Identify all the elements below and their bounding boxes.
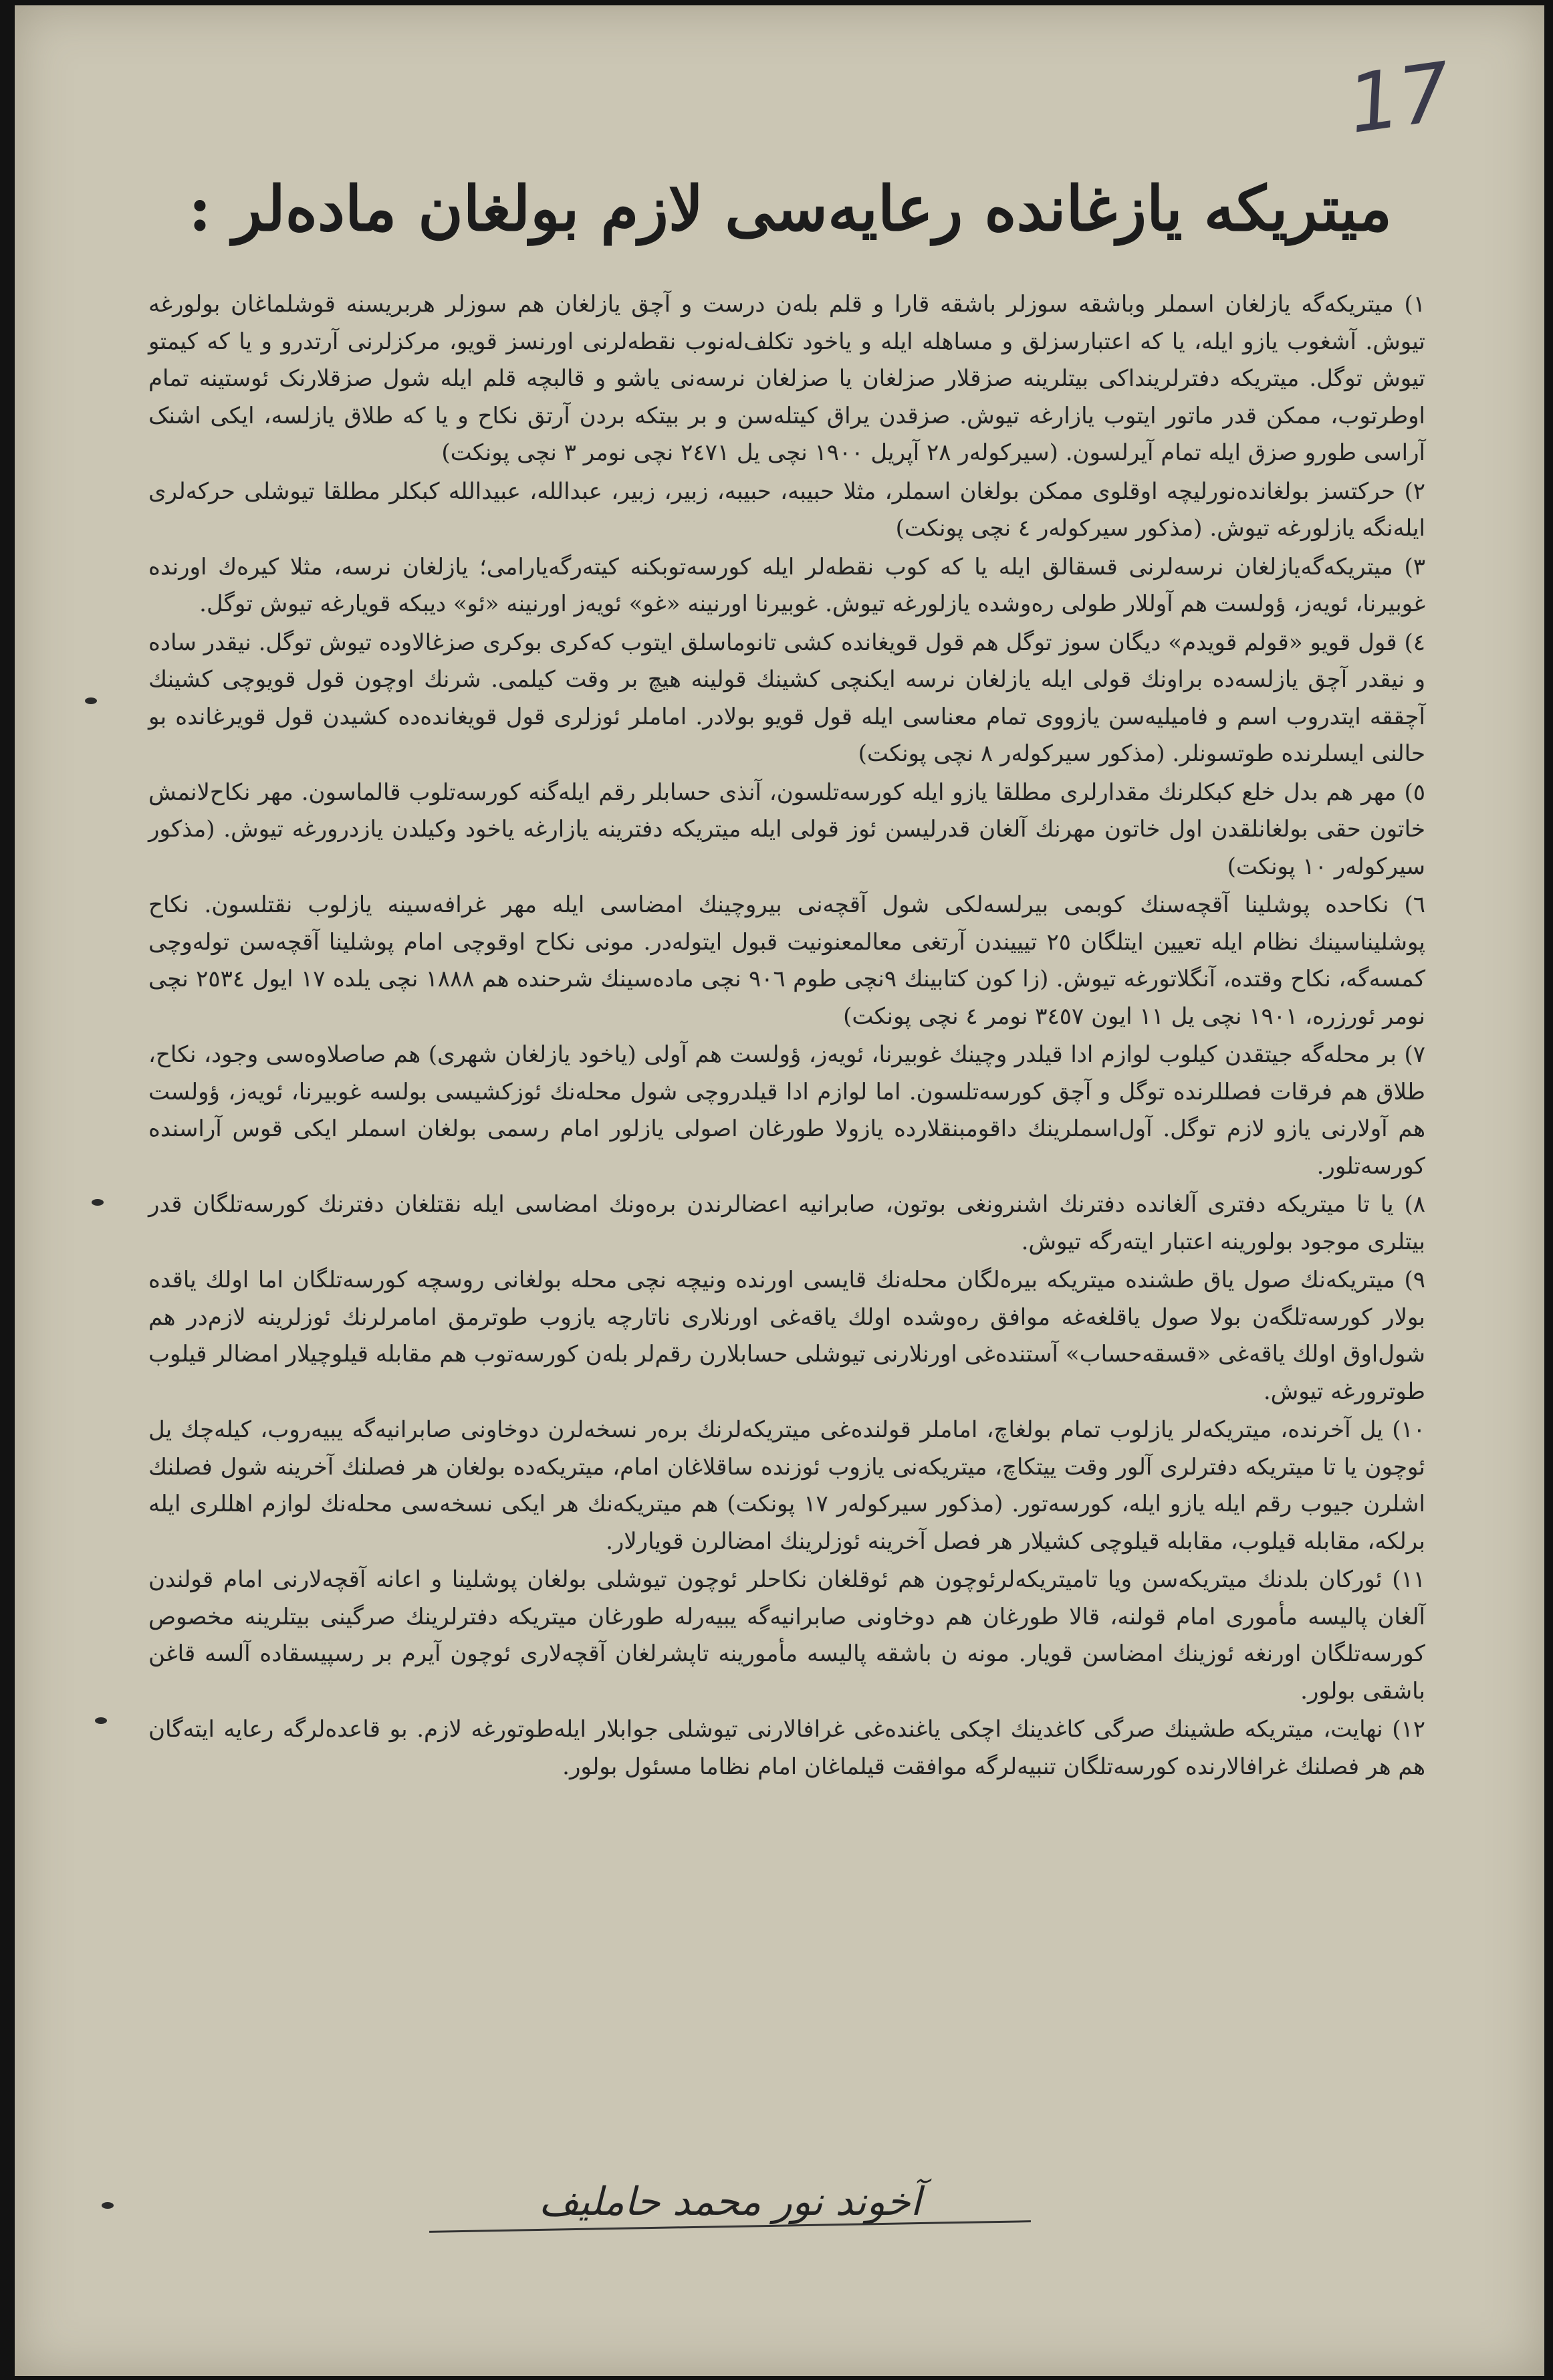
paragraph-10: ١٠) یل آخرنده، میتریکه‌لر یازلوب تمام بولغاچ، اماملر قولنده‌غی میتریکه‌لرنك برەر نسخه‌لرن دوخاونی صابرانیه‌گه یبیه‌روب، کیله‌چك یل ئوچون یا تا میتریکه دفترلری آلور وقت ییتکاچ، میتریکه‌نی یازوب ئوزنده ساقلاغان امام، میتریکه‌ده بولغان هر فصلنك آخرینه شول فصلنك اشلرن جیوب رقم ایله یازو ایله، کورسه‌تور. (مذکور سیرکولەر ١٧ پونکت) هم میتریکه‌نك هر ایکی نسخه‌سی محله‌نك لوازم اهللری ایله برلکه، مقابله قیلوب، مقابله قیلوچی کشیلار هر فصل آخرینه ئوزلرینك امضالرن قویارلار. — [148, 1416, 1425, 1555]
binding-hole — [102, 2202, 114, 2209]
paragraph-7: ٧) بر محله‌گه جیتقدن کیلوب لوازم ادا قیلدر وچینك غوبیرنا، ئویەز، ؤولست هم آولی (یاخود یازلغان شهری) هم صاصلاوه‌سی وجود، نکاح، طلاق هم فرقات فصللرنده توگل و آچق کورسه‌تلسون. اما لوازم ادا قیلدروچی شول محله‌نك ئوزکشیسی بولسه غوبیرنا، ئویەز، ؤولست هم آولارنی یازو لازم توگل. آول‌اسملرینك داقومبنقلارده یازولا طورغان اصولی یازلور امام رسمی بولغان اسملر ایکی قوس آراسنده کورسه‌تلور. — [148, 1041, 1425, 1180]
binding-hole — [92, 1199, 104, 1206]
paragraph-2: ٢) حرکتسز بولغانده‌نورلیچه اوقلوی ممکن بولغان اسملر، مثلا حبیبه، حبیبه، زبیر، زبیر، عبدالله، عبیدالله کبکلر مطلقا تیوشلی حرکه‌لری ایله‌نگه یازلورغه تیوش. (مذکور سیرکولەر ٤ نچی پونکت) — [148, 477, 1425, 542]
paragraph-9: ٩) میتریکه‌نك صول یاق طشنده میتریکه بیره‌لگان محله‌نك قایسی اورنده ونیچه نچی محله بولغانی روسچه کورسه‌تلگان اما اولك یاقده بولار کورسه‌تلگه‌ن بولا صول یاقلغه‌غه موافق رەوشده اولك یاقه‌غی اورنلاری ناتارچه یازوب طوترمق امامرلرنك ئوزلرینه لازم‌در هم شول‌اوق اولك یاقه‌غی «قسقه‌حساب» آستنده‌غی اورنلارنی تیوشلی حسابلارن رقم‌لر بلەن کورسه‌توب هم مقابله قیلوچیلار امضالر قیلوب طوترورغه تیوش. — [148, 1267, 1425, 1405]
signature: آخوند نور محمد حاملیف — [539, 2179, 921, 2224]
paragraph-1: ١) میتریکه‌گه یازلغان اسملر وباشقه سوزلر باشقه قارا و قلم بلەن درست و آچق یازلغان هم سوزلر هربریسنه قوشلماغان بولورغه تیوش. آشغوب یازو ایله، یا که اعتبارسزلق و مساهله ایله و یاخود تکلف‌لەنوب نقطه‌لرنی اورنسز قویو، مرکزلرنی آرتدرو و یا که کیمتو تیوش توگل. میتریکه دفترلرینداکی بیتلرینه صزقلار صزلغان یا صزلغان نرسه‌نی یاشو و قالبچه قلم ایله شول صزقلارنک ئوستینه تمام اوطرتوب، ممکن قدر ماتور ایتوب یازارغه تیوش. صزقدن یراق کیتله‌سن و بر بیتکه بردن آرتق نکاح و یا که طلاق یازلسه، ایکی اشنک آراسی طورو صزق ایله تمام آیرلسون. (سیرکولەر ٢٨ آپریل ١٩٠٠ نچی یل ٢٤٧١ نچی نومر ٣ نچی پونکت) — [148, 291, 1425, 466]
paragraph-8: ٨) یا تا میتریکه دفتری آلغانده دفترنك اشنرونغی بوتون، صابرانیه اعضالرندن برەونك امضاسی ایله نقتلغان دفترنك کورسه‌تلگان قدر بیتلری موجود بولورینه اعتبار ایتەرگه تیوش. — [148, 1191, 1425, 1255]
paragraph-3: ٣) میتریکه‌گه‌یازلغان نرسه‌لرنی قسقالق ایله یا که کوب نقطه‌لر ایله کورسه‌توبکنه کیته‌رگه‌یارامی؛ یازلغان نرسه، مثلا کیرەك اورنده غوبیرنا، ئویەز، ؤولست هم آوللار طولی رەوشده یازلورغه تیوش. غوبیرنا اورنینه «غو» ئویەز اورنینه «ئو» دیبکه قویارغه تیوش توگل. — [148, 553, 1425, 617]
binding-hole — [85, 697, 97, 704]
document-body — [148, 286, 1425, 1787]
folio-number: 17 — [1342, 45, 1457, 152]
paragraph-5: ٥) مهر هم بدل خلع کبکلرنك مقدارلری مطلقا یازو ایله کورسه‌تلسون، آنذی حسابلر رقم ایله‌گنه کورسه‌تلوب قالماسون. مهر نکاح‌لانمش خاتون حقی بولغانلقدن اول خاتون مهرنك آلغان قدرلیسن ئوز قولی ایله میتریکه دفترینه یازارغه یاخود وکیلدن یازدرورغه تیوش. (مذکور سیرکولەر ١٠ پونکت) — [148, 778, 1425, 880]
binding-hole — [95, 1717, 107, 1724]
paragraph-4: ٤) قول قویو «قولم قویدم» دیگان سوز توگل هم قول قویغانده کشی تانوماسلق ایتوب کەکری بوکری صزغالاوده تیوش توگل. نیقدر ساده و نیقدر آچق یازلسه‌ده براونك قولی ایله یازلغان نرسه ایکنچی کشینك قولینه هیچ بر وقت کیلمی. شرنك اوچون قول قویوچی کشینك آچققه ایتدروب اسم و فامیلیه‌سن یازووی تمام معناسی ایله قول قویو بولادر. اماملر ئوزلری قول قویغانده‌ده کشیدن قول قویرغانده بو حالنی ایسلرنده طوتسونلر. (مذکور سیرکولەر ٨ نچی پونکت) — [148, 629, 1426, 767]
paragraph-11: ١١) ئورکان بلدنك میتریکه‌سن ویا تامیتریکه‌لرئوچون هم ئوقلغان نکاحلر ئوچون تیوشلی بولغان پوشلینا و اعانه آقچه‌لارنی امام قولندن آلغان پالیسه مأموری امام قولنه، قالا طورغان هم دوخاونی صابرانیه‌گه یبیه‌رله طورغان میتریکه دفترلرینك صرگینی بیتلرینه مخصوص کورسه‌تلگان اورنغه ئوزینك امضاسن قویار. مونه ن باشقه پالیسه مأمورینه تاپشرلغان آقچه‌لاری ئوچون آیرم بر رسپیسقاده آلسه قاغن باشقی بولور. — [148, 1566, 1425, 1705]
paragraph-6: ٦) نکاحده پوشلینا آقچه‌سنك کوبمی بیرلسەلکی شول آقچه‌نی بیروچینك امضاسی ایله مهر غرافه‌سینه یازلوب نقتلسون. نکاح پوشلیناسینك نظام ایله تعیین ایتلگان ٢٥ تیییندن آرتغی معالمعنونیت قبول ایتوله‌در. مونی نکاح اوقوچی امام پوشلینا آقچه‌سن تولەوچی کمسه‌گه، نکاح وقتده، آنگلاتورغه تیوش. (زا کون کتابینك ٩نچی طوم ٩٠٦ نچی ماده‌سینك شرحنده هم ١٨٨٨ نچی یلده ١٧ ایول ٢٥٣٤ نچی نومر ئورزره، ١٩٠١ نچی یل ١١ ایون ٣٤٥٧ نومر ٤ نچی پونکت) — [148, 891, 1426, 1030]
paragraph-12: ١٢) نهایت، میتریکه طشینك صرگی کاغدینك اچکی یاغنده‌غی غرافالارنی تیوشلی جوابلار ایله‌طوتورغه لازم. بو قاعده‌لرگه رعایه ایته‌گان هم هر فصلنك غرافالارنده کورسه‌تلگان تنبیه‌لرگه موافقت قیلماغان امام نظاما مسئول بولور. — [148, 1716, 1425, 1780]
page-title: میتریکه یازغانده رعایه‌سی لازم بولغان ماده‌لر : — [188, 173, 1393, 245]
document-page — [15, 5, 1544, 2376]
